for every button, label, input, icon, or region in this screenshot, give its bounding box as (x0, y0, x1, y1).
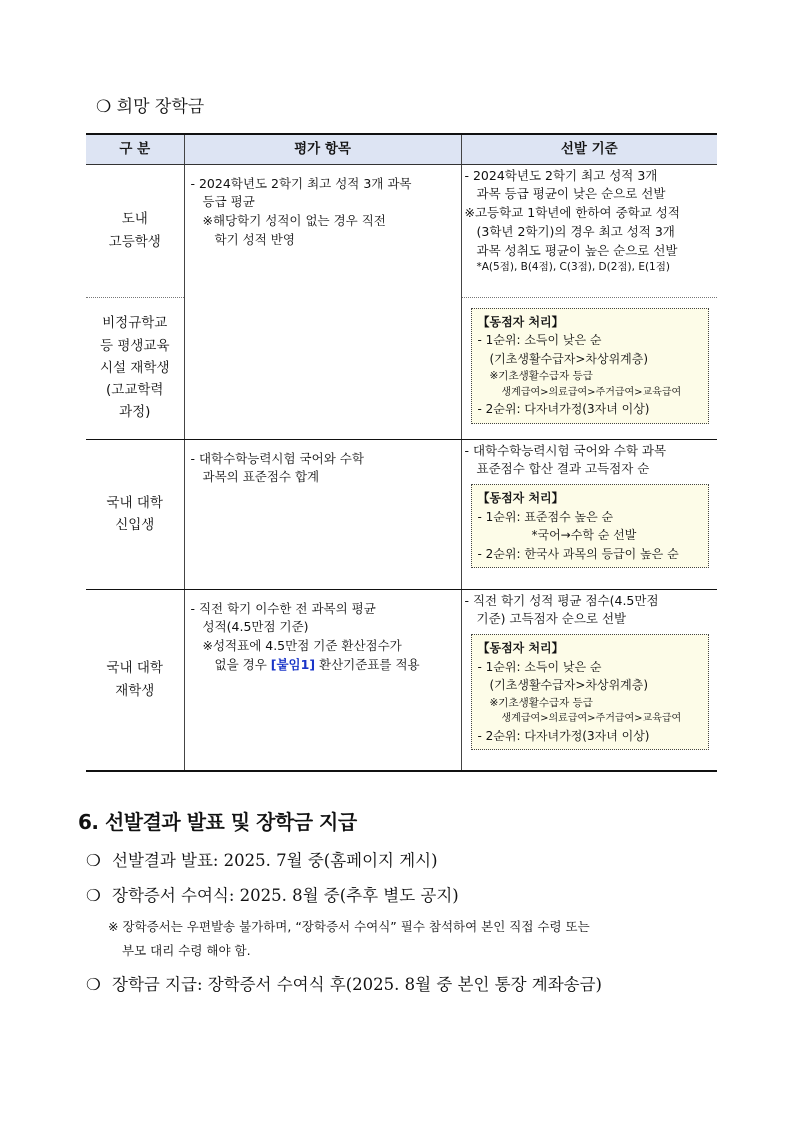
header-category: 구 분 (86, 134, 184, 164)
criteria-cell (461, 439, 717, 589)
item-text: 장학금 지급: 장학증서 수여식 후(2025. 8월 중 본인 통장 계좌송금) (112, 974, 602, 994)
note-line: 부모 대리 수령 해야 함. (122, 942, 251, 958)
category-line: 등 평생교육 (100, 337, 170, 354)
attachment-reference: [붙임1] (270, 656, 316, 672)
ceremony-item (86, 882, 738, 906)
criteria-line: - 대학수학능력시험 국어와 수학 과목 (464, 442, 667, 458)
tiebreak-line: - 1순위: 소득이 낮은 순 (477, 333, 602, 348)
tiebreak-title: 【동점자 처리】 (477, 491, 564, 505)
evaluation-line: - 2024학년도 2학기 최고 성적 3개 과목 (190, 175, 412, 191)
evaluation-line: - 직전 학기 이수한 전 과목의 평균 (190, 600, 376, 616)
table-row (86, 164, 717, 297)
criteria-line: 표준점수 합산 결과 고득점자 순 (476, 461, 650, 477)
tiebreak-line: (기초생활수급자>차상위계층) (489, 678, 649, 693)
category-line: 국내 대학 (106, 660, 163, 677)
table-row (86, 589, 717, 771)
evaluation-line: - 대학수학능력시험 국어와 수학 (190, 450, 364, 466)
table-header-row (86, 134, 717, 164)
item-text: 선발결과 발표: 2025. 7월 중(홈페이지 게시) (112, 851, 438, 870)
tiebreak-box (471, 484, 709, 568)
criteria-line: 과목 성취도 평균이 높은 순으로 선발 (476, 242, 678, 258)
criteria-note: ※고등학교 1학년에 한하여 중학교 성적 (464, 205, 680, 220)
evaluation-cell (184, 439, 461, 589)
criteria-line: - 2024학년도 2학기 최고 성적 3개 (464, 167, 658, 183)
evaluation-note: ※해당학기 성적이 없는 경우 직전 (202, 213, 386, 228)
header-evaluation: 평가 항목 (184, 134, 461, 164)
criteria-line: - 직전 학기 성적 평균 점수(4.5만점 (464, 592, 659, 608)
tiebreak-box (471, 634, 709, 750)
criteria-line: 기준) 고득점자 순으로 선발 (476, 611, 627, 627)
evaluation-line: 등급 평균 (202, 194, 255, 210)
category-line: 국내 대학 (106, 494, 163, 511)
tiebreak-line: - 1순위: 표준점수 높은 순 (477, 509, 614, 524)
evaluation-line: 성적(4.5만점 기준) (202, 619, 309, 635)
evaluation-line: 과목의 표준점수 합계 (202, 469, 320, 485)
item-text: 장학증서 수여식: 2025. 8월 중(추후 별도 공지) (112, 886, 459, 905)
tiebreak-line: - 2순위: 다자녀가정(3자녀 이상) (477, 728, 650, 743)
evaluation-cell (184, 589, 461, 771)
category-line: 재학생 (115, 682, 155, 699)
result-announcement-item (86, 847, 738, 871)
criteria-line: (3학년 2학기)의 경우 최고 성적 3개 (476, 223, 675, 239)
evaluation-note: ※성적표에 4.5만점 기준 환산점수가 (202, 638, 402, 653)
category-line: 시설 재학생 (100, 359, 170, 376)
tiebreak-title: 【동점자 처리】 (477, 641, 564, 655)
category-cell (86, 589, 184, 771)
tiebreak-line: 생계급여>의료급여>주거급여>교육급여 (501, 713, 682, 725)
evaluation-cell (184, 164, 461, 439)
tiebreak-line: - 2순위: 한국사 과목의 등급이 높은 순 (477, 546, 679, 561)
bullet-icon: ❍ (86, 851, 101, 870)
section-6 (78, 806, 738, 1006)
tiebreak-line: - 1순위: 소득이 낮은 순 (477, 659, 602, 674)
evaluation-line: 학기 성적 반영 (214, 231, 295, 247)
tiebreak-line: ※기초생활수급자 등급 (489, 370, 593, 383)
payment-item (86, 971, 738, 995)
criteria-line: 과목 등급 평균이 낮은 순으로 선발 (476, 186, 666, 202)
note-line: ※ 장학증서는 우편발송 불가하며, “장학증서 수여식” 필수 참석하여 본인 직접 수령 또는 (108, 919, 590, 934)
tiebreak-line: - 2순위: 다자녀가정(3자녀 이상) (477, 402, 650, 417)
header-criteria: 선발 기준 (461, 134, 717, 164)
category-line: 비정규학교 (102, 315, 168, 332)
evaluation-line: 없을 경우 (214, 656, 267, 672)
ceremony-note (108, 915, 738, 963)
bullet-icon: ❍ (86, 886, 101, 905)
category-line: (고교학력 (106, 382, 164, 399)
category-cell (86, 164, 184, 297)
tiebreak-line: (기초생활수급자>차상위계층) (489, 351, 649, 366)
evaluation-line: 환산기준표를 적용 (319, 656, 420, 672)
tiebreak-box (471, 308, 709, 424)
tiebreak-title: 【동점자 처리】 (477, 314, 564, 329)
table-row (86, 439, 717, 589)
section-6-title: 6. 선발결과 발표 및 장학금 지급 (78, 810, 357, 834)
category-line: 신입생 (115, 517, 155, 533)
category-cell (86, 297, 184, 439)
category-line: 과정) (119, 404, 151, 421)
tiebreak-line: *국어→수학 순 선발 (531, 528, 637, 543)
scholarship-criteria-table (86, 133, 717, 772)
category-line: 고등학생 (108, 233, 161, 250)
criteria-cell (461, 589, 717, 771)
bullet-icon: ❍ (86, 974, 101, 994)
criteria-cell (461, 164, 717, 297)
criteria-cell (461, 297, 717, 439)
tiebreak-line: 생계급여>의료급여>주거급여>교육급여 (501, 386, 682, 398)
tiebreak-line: ※기초생활수급자 등급 (489, 696, 593, 709)
category-cell (86, 439, 184, 589)
category-line: 도내 (121, 211, 148, 228)
grade-scale: *A(5점), B(4점), C(3점), D(2점), E(1점) (476, 261, 670, 274)
section-heading: ❍ 희망 장학금 (96, 97, 205, 117)
